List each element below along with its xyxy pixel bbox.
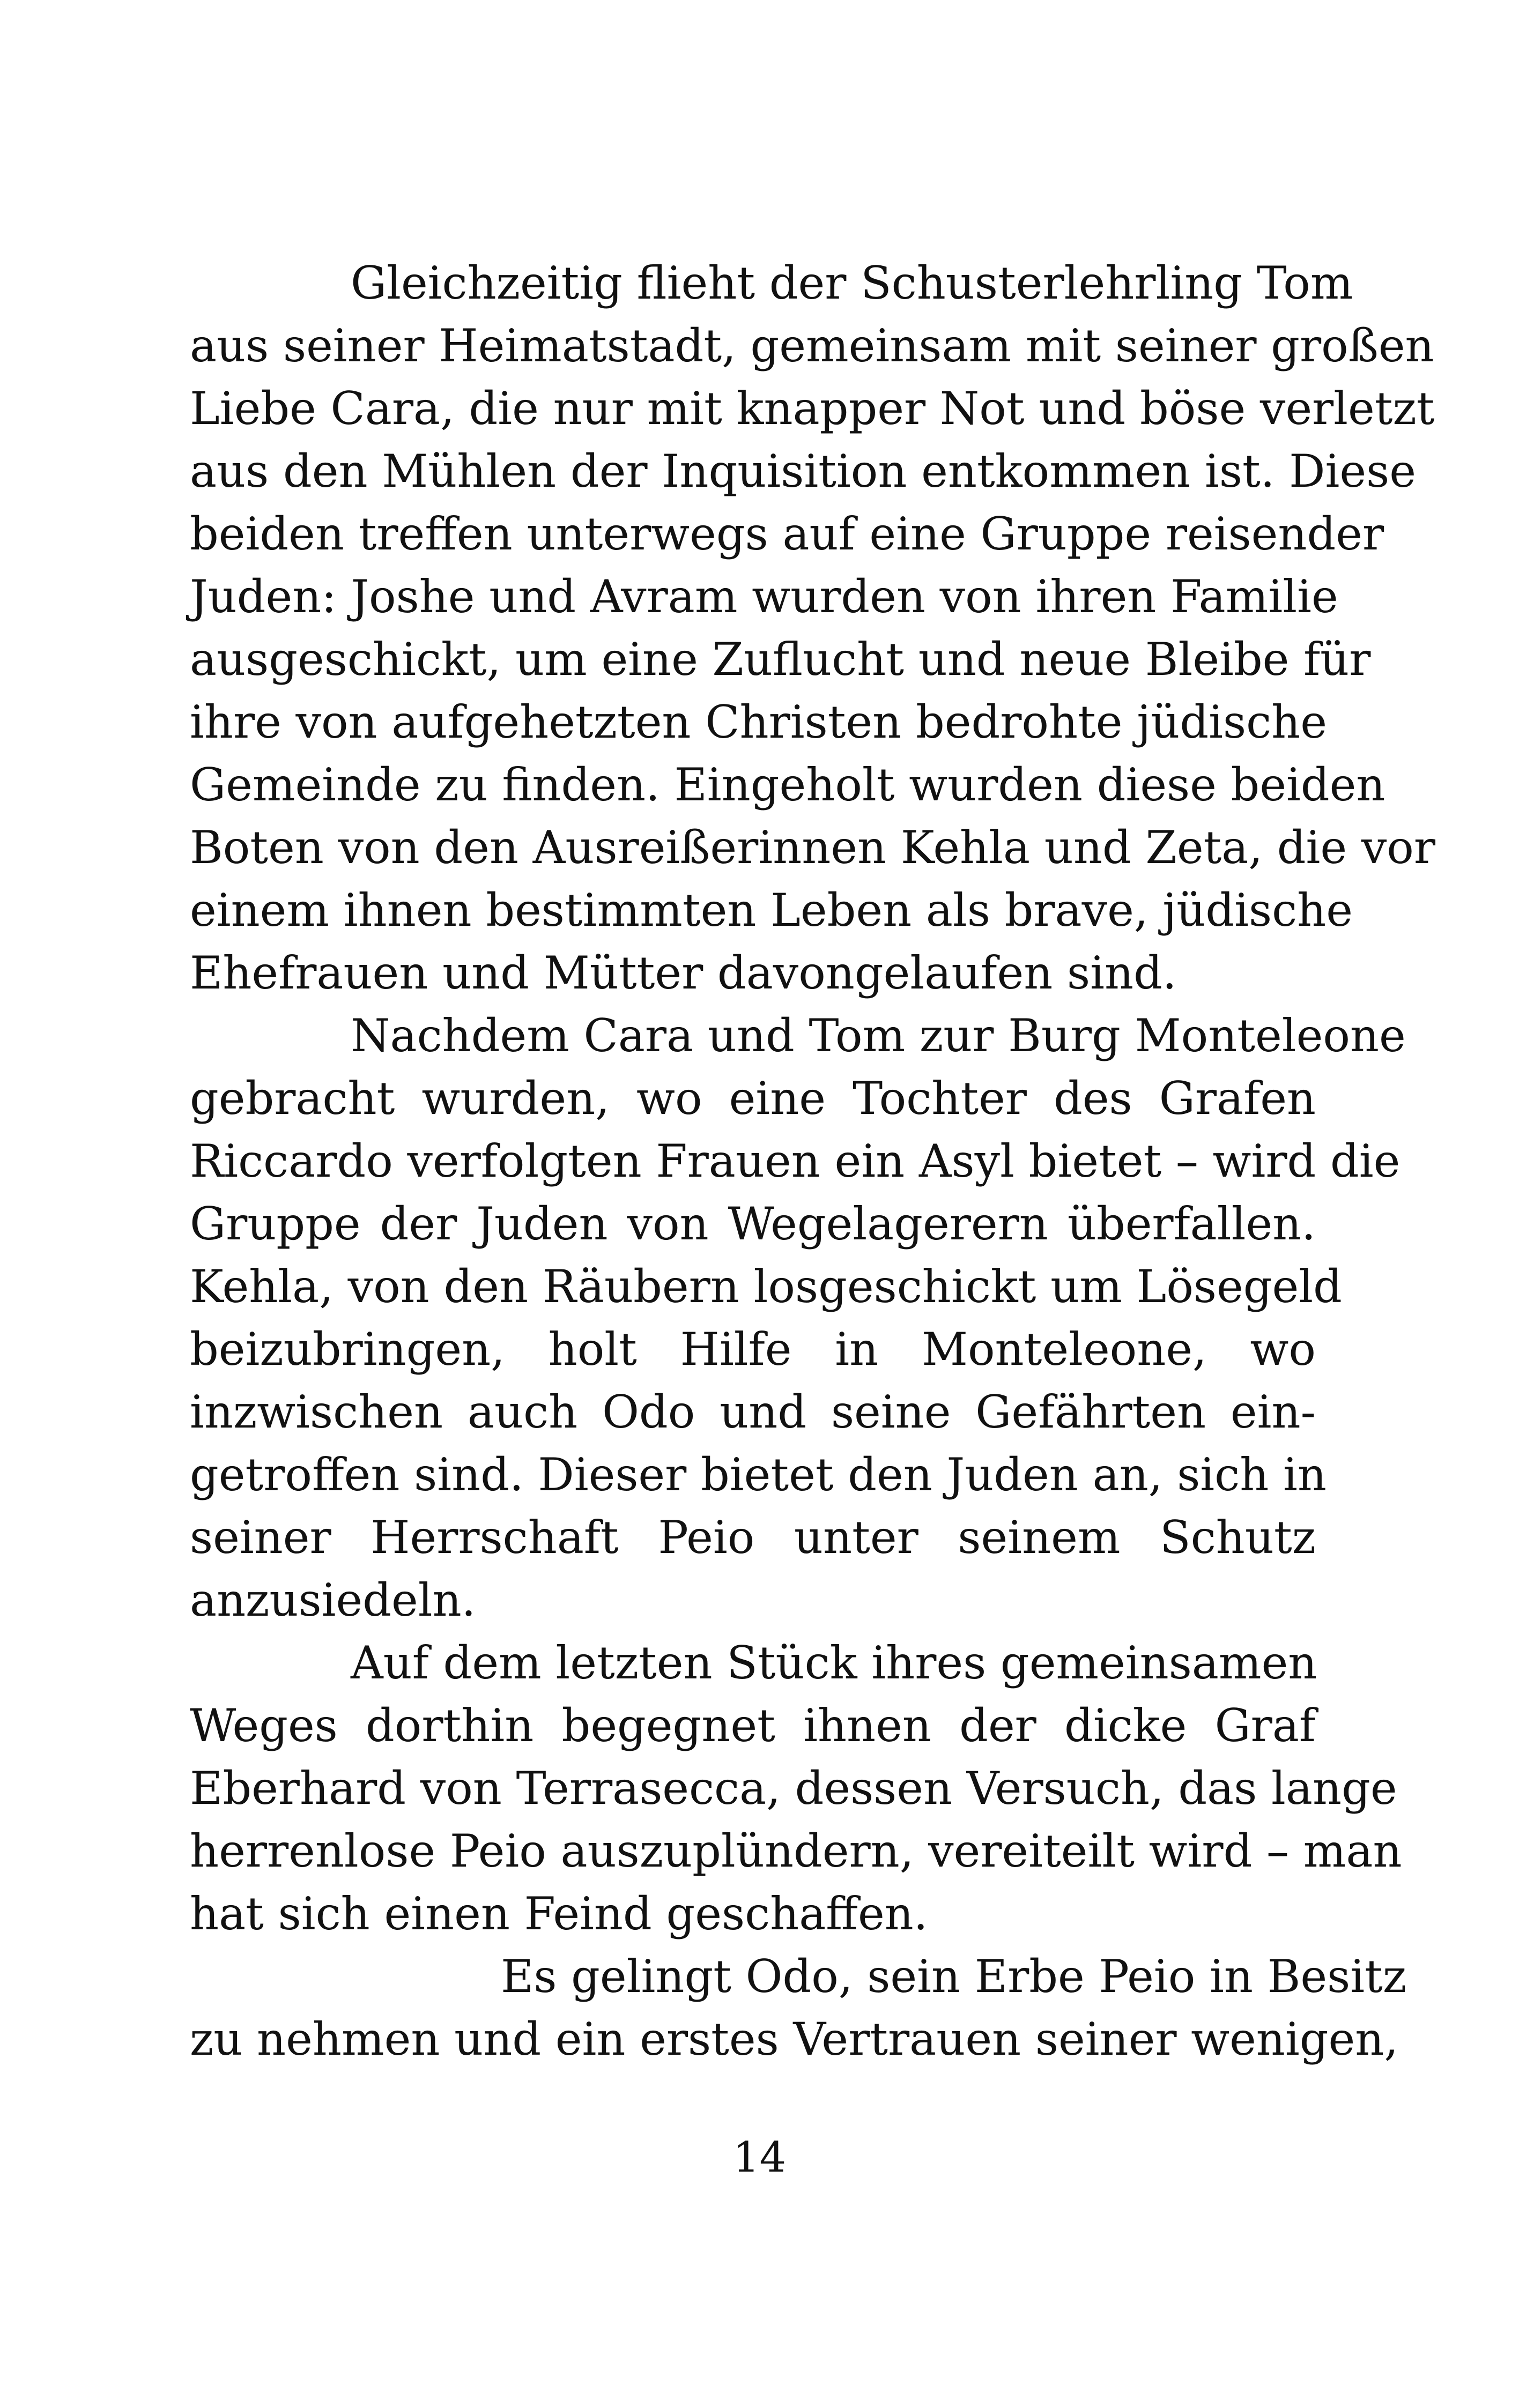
text-line: beizubringen, holt Hilfe in Monteleone, wo bbox=[190, 1323, 1316, 1376]
text-line: ihre von aufgehetzten Christen bedrohte jüdische bbox=[190, 696, 1327, 748]
text-line: Liebe Cara, die nur mit knapper Not und böse verletzt bbox=[190, 382, 1435, 435]
text-line: gebracht wurden, wo eine Tochter des Grafen bbox=[190, 1072, 1316, 1125]
text-line: anzusiedeln. bbox=[190, 1574, 476, 1626]
text-line: getroffen sind. Dieser bietet den Juden an, sich in bbox=[190, 1448, 1327, 1501]
text-line: Es gelingt Odo, sein Erbe Peio in Besitz bbox=[501, 1950, 1407, 2003]
text-line: beiden treffen unterwegs auf eine Gruppe reisender bbox=[190, 508, 1384, 560]
text-line: Nachdem Cara und Tom zur Burg Monteleone bbox=[351, 1009, 1406, 1062]
text-line: herrenlose Peio auszuplündern, vereiteilt wird – man bbox=[190, 1825, 1402, 1877]
body-text bbox=[190, 252, 1436, 2071]
paragraph bbox=[190, 1005, 1406, 1632]
paragraph bbox=[190, 252, 1436, 1005]
text-line: Kehla, von den Räubern losgeschickt um Lösegeld bbox=[190, 1260, 1342, 1313]
paragraph bbox=[190, 1632, 1402, 1945]
text-line: seiner Herrschaft Peio unter seinem Schutz bbox=[190, 1511, 1316, 1564]
text-line: Gleichzeitig flieht der Schusterlehrling Tom bbox=[351, 257, 1353, 309]
text-line: zu nehmen und ein erstes Vertrauen seiner wenigen, bbox=[190, 2013, 1399, 2065]
text-line: Auf dem letzten Stück ihres gemeinsamen bbox=[351, 1637, 1317, 1689]
text-line: Riccardo verfolgten Frauen ein Asyl bietet – wird die bbox=[190, 1135, 1401, 1187]
text-line: Weges dorthin begegnet ihnen der dicke Graf bbox=[190, 1699, 1316, 1752]
text-line: hat sich einen Feind geschaffen. bbox=[190, 1887, 928, 1940]
text-line: inzwischen auch Odo und seine Gefährten ein- bbox=[190, 1386, 1316, 1438]
text-line: ausgeschickt, um eine Zuflucht und neue Bleibe für bbox=[190, 633, 1371, 686]
paragraph bbox=[190, 1945, 1407, 2071]
text-line: Juden: Joshe und Avram wurden von ihren Familie bbox=[190, 570, 1338, 623]
text-line: Gemeinde zu finden. Eingeholt wurden diese beiden bbox=[190, 759, 1385, 811]
text-line: aus seiner Heimatstadt, gemeinsam mit seiner großen bbox=[190, 319, 1434, 372]
page-number: 14 bbox=[732, 2134, 787, 2182]
text-line: Ehefrauen und Mütter davongelaufen sind. bbox=[190, 947, 1177, 999]
text-line: aus den Mühlen der Inquisition entkommen ist. Diese bbox=[190, 445, 1416, 497]
text-line: Boten von den Ausreißerinnen Kehla und Zeta, die vor bbox=[190, 821, 1436, 874]
text-line: einem ihnen bestimmten Leben als brave, jüdische bbox=[190, 884, 1353, 937]
text-line: Gruppe der Juden von Wegelagerern überfallen. bbox=[190, 1198, 1316, 1250]
text-line: Eberhard von Terrasecca, dessen Versuch, das lange bbox=[190, 1762, 1397, 1815]
